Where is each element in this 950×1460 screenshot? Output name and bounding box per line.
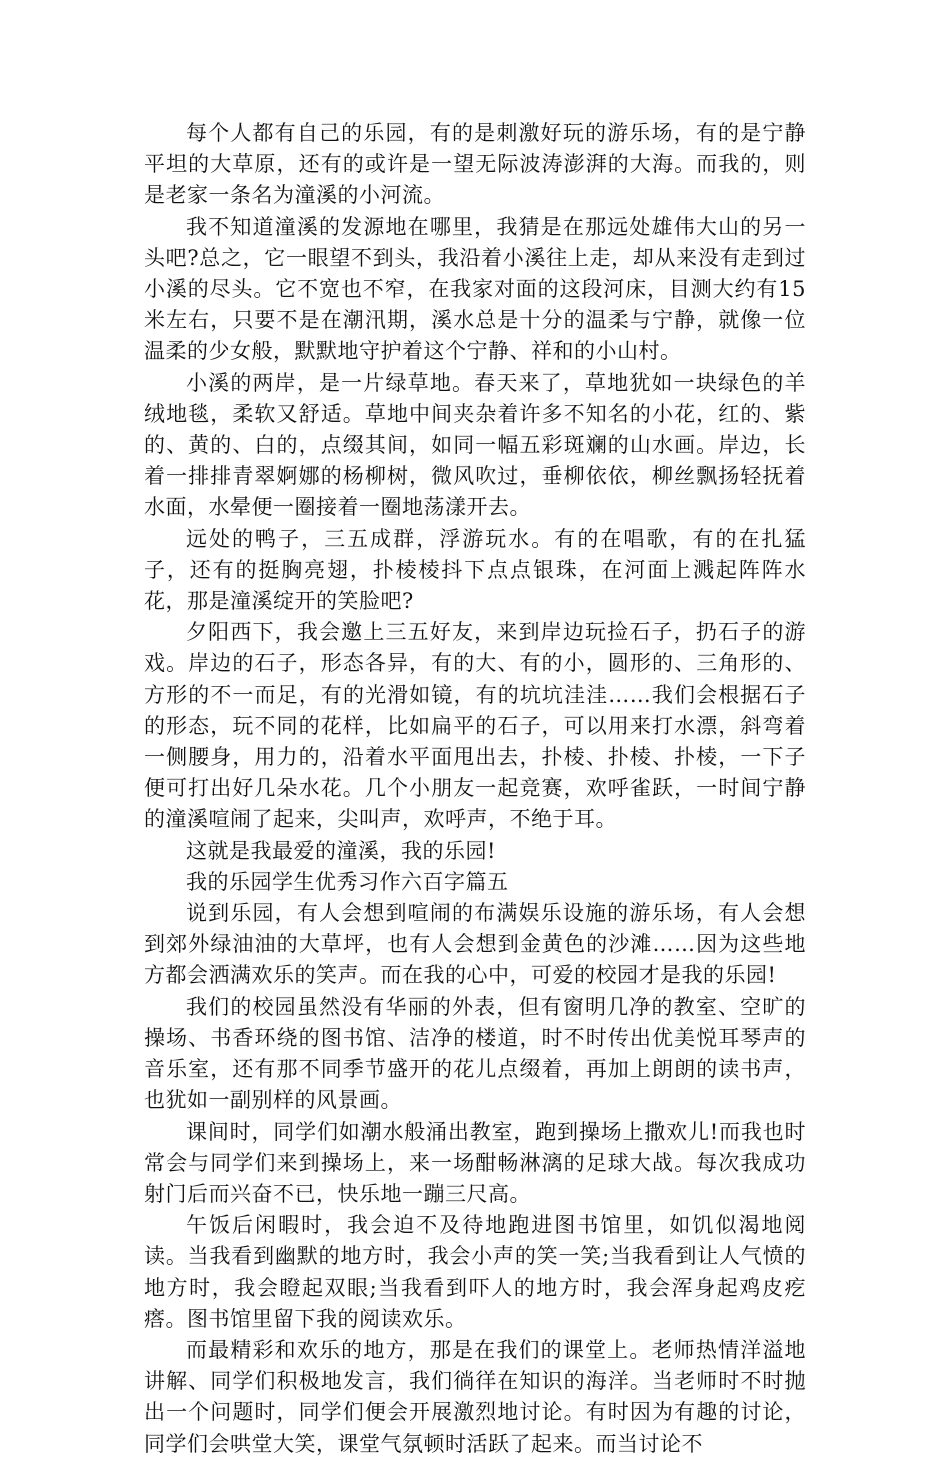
paragraph-classroom: 而最精彩和欢乐的地方，那是在我们的课堂上。老师热情洋溢地讲解、同学们积极地发言，我们徜徉在知识的海洋。当老师时不时抛出一个问题时，同学们便会开展激烈地讨论。有时因为有趣的讨论，同学们会哄堂大笑，课堂气氛顿时活跃了起来。而当讨论不 bbox=[144, 1337, 806, 1456]
paragraph-favorite-place-intro: 每个人都有自己的乐园，有的是刺激好玩的游乐场，有的是宁静平坦的大草原，还有的或许是一望无际波涛澎湃的大海。而我的，则是老家一条名为潼溪的小河流。 bbox=[144, 121, 806, 208]
paragraph-ducks: 远处的鸭子，三五成群，浮游玩水。有的在唱歌，有的在扎猛子，还有的挺胸亮翅，扑棱棱抖下点点银珠，在河面上溅起阵阵水花，那是潼溪绽开的笑脸吧? bbox=[144, 526, 806, 614]
document-page bbox=[144, 118, 806, 1460]
paragraph-conclusion: 这就是我最爱的潼溪，我的乐园! bbox=[186, 838, 496, 863]
paragraph-school-intro: 说到乐园，有人会想到喧闹的布满娱乐设施的游乐场，有人会想到郊外绿油油的大草坪，也有人会想到金黄色的沙滩……因为这些地方都会洒满欢乐的笑声。而在我的心中，可爱的校园才是我的乐园! bbox=[144, 901, 806, 988]
paragraph-stone-skipping: 夕阳西下，我会邀上三五好友，来到岸边玩捡石子，扔石子的游戏。岸边的石子，形态各异，有的大、有的小，圆形的、三角形的、方形的不一而足，有的光滑如镜，有的坑坑洼洼……我们会根据石子的形态，玩不同的花样，比如扁平的石子，可以用来打水漂，斜弯着一侧腰身，用力的，沿着水平面甩出去，扑棱、扑棱、扑棱，一下子便可打出好几朵水花。几个小朋友一起竞赛，欢呼雀跃，一时间宁静的潼溪喧闹了起来，尖叫声，欢呼声，不绝于耳。 bbox=[144, 620, 806, 832]
paragraph-library: 午饭后闲暇时，我会迫不及待地跑进图书馆里，如饥似渴地阅读。当我看到幽默的地方时，我会小声的笑一笑;当我看到让人气愤的地方时，我会瞪起双眼;当我看到吓人的地方时，我会浑身起鸡皮疙瘩。图书馆里留下我的阅读欢乐。 bbox=[144, 1213, 806, 1331]
paragraph-recess: 课间时，同学们如潮水般涌出教室，跑到操场上撒欢儿!而我也时常会与同学们来到操场上，来一场酣畅淋漓的足球大战。每次我成功射门后而兴奋不已，快乐地一蹦三尺高。 bbox=[144, 1119, 806, 1206]
paragraph-school-description: 我们的校园虽然没有华丽的外表，但有窗明几净的教室、空旷的操场、书香环绕的图书馆、洁净的楼道，时不时传出优美悦耳琴声的音乐室，还有那不同季节盛开的花儿点缀着，再加上朗朗的读书声，也犹如一副别样的风景画。 bbox=[144, 994, 806, 1113]
paragraph-stream-banks: 小溪的两岸，是一片绿草地。春天来了，草地犹如一块绿色的羊绒地毯，柔软又舒适。草地中间夹杂着许多不知名的小花，红的、紫的、黄的、白的，点缀其间，如同一幅五彩斑斓的山水画。岸边，长着一排排青翠婀娜的杨柳树，微风吹过，垂柳依依，柳丝飘扬轻抚着水面，水晕便一圈接着一圈地荡漾开去。 bbox=[144, 370, 806, 520]
section-heading: 我的乐园学生优秀习作六百字篇五 bbox=[186, 869, 509, 894]
paragraph-stream-source: 我不知道潼溪的发源地在哪里，我猜是在那远处雄伟大山的另一头吧?总之，它一眼望不到头，我沿着小溪往上走，却从来没有走到过小溪的尽头。它不宽也不窄，在我家对面的这段河床，目测大约有15米左右，只要不是在潮汛期，溪水总是十分的温柔与宁静，就像一位温柔的少女般，默默地守护着这个宁静、祥和的小山村。 bbox=[144, 214, 806, 364]
